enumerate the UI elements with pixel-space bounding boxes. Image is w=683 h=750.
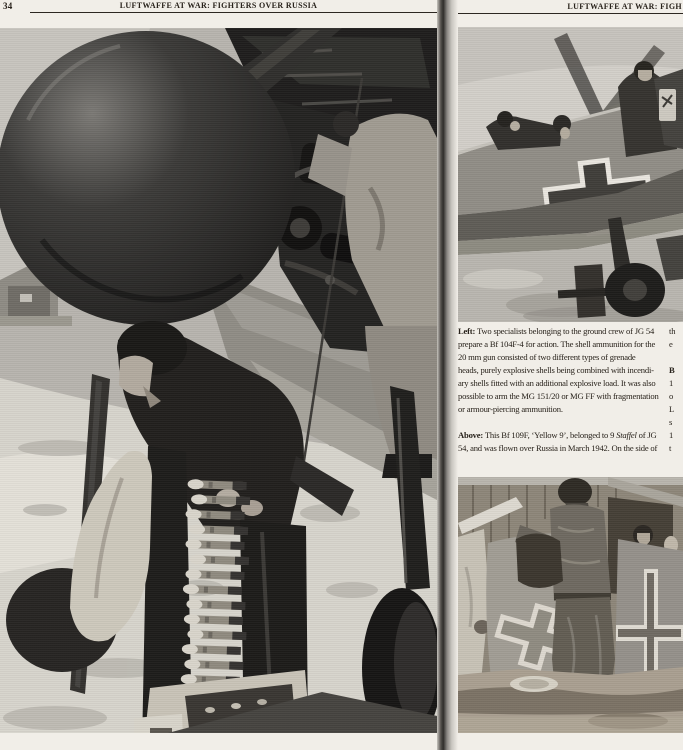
caption-block xyxy=(458,325,664,455)
cropped-text-column: th e B 1 o L s 1 t xyxy=(669,326,676,453)
propeller-spinner xyxy=(0,31,295,325)
running-title-left: LUFTWAFFE AT WAR: FIGHTERS OVER RUSSIA xyxy=(119,1,318,10)
photo-yellow-9 xyxy=(458,27,683,322)
header-rule-right xyxy=(458,13,683,14)
photo-fuselage-sections xyxy=(458,477,683,733)
caption-left-photo: Left: Two specialists belonging to the ground crew of JG 54 prepare a Bf 104F-4 for action. The shell ammunition for the 20 mm gun consisted of two different types of grenade heads, purely explosive shells being combined with incendi- ary shells fitted with an additional explosive load. It was also possible to arm the MG 151/20 or MG FF with fragmentation or armour-piercing ammunition. xyxy=(458,326,659,414)
dirt-ground xyxy=(458,667,683,733)
caption-above-photo: Above: This Bf 109F, ‘Yellow 9’, belonged to 9 Staffel of JG 54, and was flown over Russia in March 1942. On the side of xyxy=(458,430,658,453)
running-title-right: LUFTWAFFE AT WAR: FIGH xyxy=(567,2,682,11)
caption-label: Left: xyxy=(458,326,476,336)
header-rule-left xyxy=(30,12,437,13)
caption-label: Above: xyxy=(458,430,484,440)
book-gutter xyxy=(437,0,458,750)
photo-engine-maintenance xyxy=(0,28,437,733)
page-number: 34 xyxy=(3,1,13,11)
